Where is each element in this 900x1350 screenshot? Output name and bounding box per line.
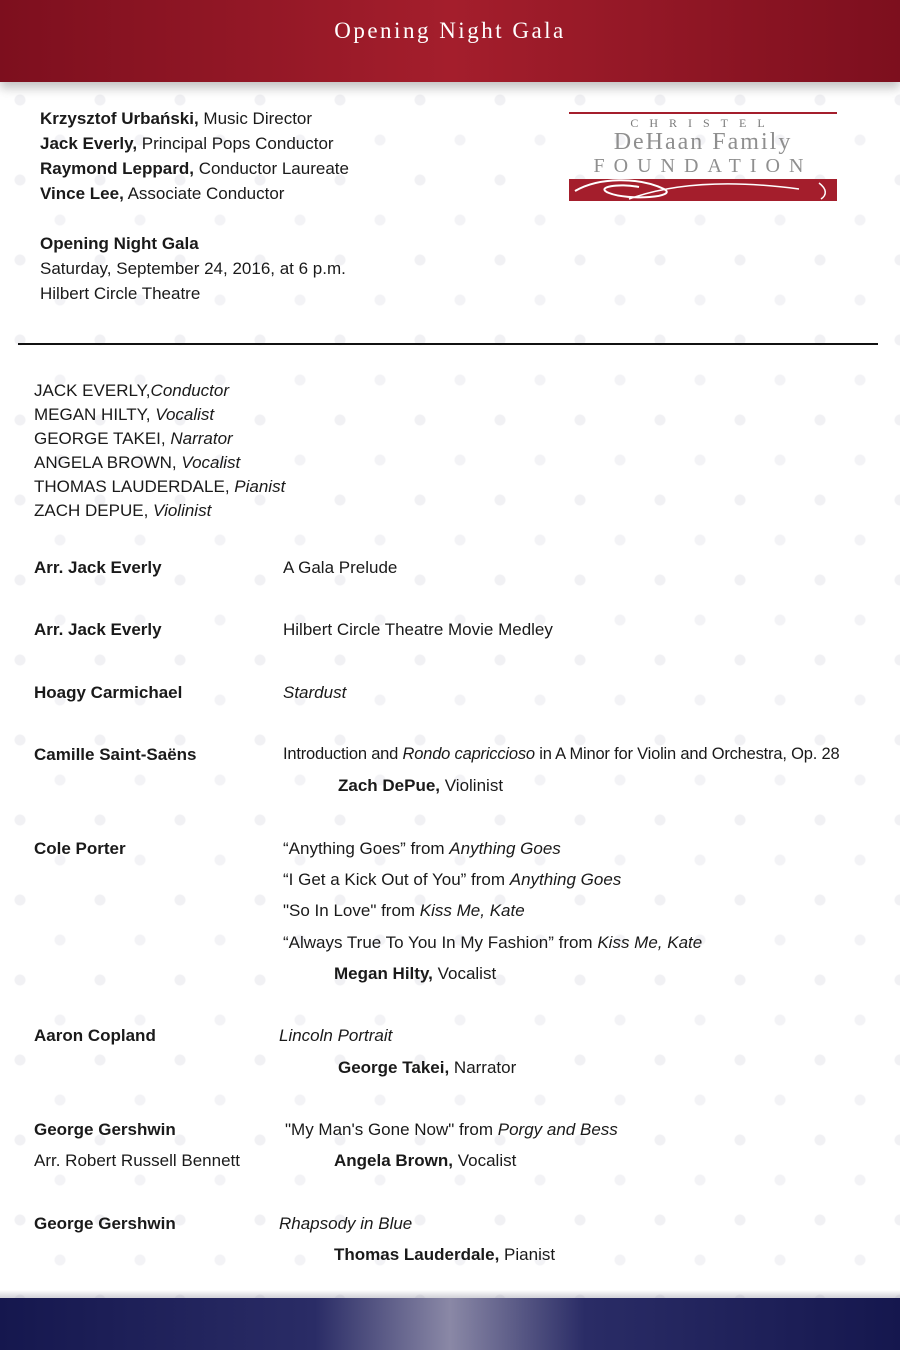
program-arranger: Arr. Robert Russell Bennett — [34, 1151, 240, 1170]
performer-item — [34, 427, 285, 451]
staff-list — [40, 106, 349, 206]
soloist-name: George Takei, — [338, 1058, 450, 1077]
performer-role: Violinist — [153, 501, 212, 520]
staff-item — [40, 106, 349, 131]
program-work — [285, 1117, 618, 1142]
performer-role: Narrator — [170, 429, 233, 448]
logo-line-3: FOUNDATION — [593, 155, 813, 177]
event-title: Opening Night Gala — [40, 234, 199, 253]
performer-list — [34, 379, 285, 523]
program-composer: Camille Saint-Saëns — [34, 745, 197, 764]
staff-item — [40, 131, 349, 156]
program-composer: Arr. Jack Everly — [34, 620, 162, 639]
program-work: Rhapsody in Blue — [279, 1214, 413, 1233]
performer-role: Pianist — [234, 477, 286, 496]
staff-role: Associate Conductor — [123, 184, 285, 203]
logo-swirl-graphic — [569, 179, 837, 201]
program-composer: George Gershwin — [34, 1120, 176, 1139]
program-soloist — [334, 1242, 555, 1267]
soloist-role: Pianist — [499, 1245, 556, 1264]
header-banner — [0, 0, 900, 82]
foundation-logo — [569, 112, 837, 202]
logo-rule-top — [569, 112, 837, 114]
program-work: Hilbert Circle Theatre Movie Medley — [283, 620, 553, 639]
performer-item — [34, 451, 285, 475]
soloist-role: Vocalist — [432, 964, 497, 983]
soloist-name: Angela Brown, — [334, 1151, 454, 1170]
program-work: Stardust — [283, 683, 347, 702]
program-composer: Hoagy Carmichael — [34, 683, 183, 702]
work-text: “I Get a Kick Out of You” from — [283, 870, 510, 889]
logo-line-1: CHRISTEL — [630, 116, 776, 130]
program-soloist — [338, 773, 503, 798]
soloist-role: Violinist — [440, 776, 504, 795]
staff-item — [40, 181, 349, 206]
performer-role: Vocalist — [181, 453, 241, 472]
performer-item — [34, 499, 285, 523]
work-title: Porgy and Bess — [497, 1120, 618, 1139]
soloist-name: Thomas Lauderdale, — [334, 1245, 500, 1264]
program-composer: George Gershwin — [34, 1214, 176, 1233]
program-work — [283, 742, 839, 767]
performer-item — [34, 475, 285, 499]
work-text: Introduction and — [283, 745, 403, 763]
section-divider — [18, 343, 878, 345]
staff-name: Krzysztof Urbański, — [40, 109, 199, 128]
soloist-name: Megan Hilty, — [334, 964, 433, 983]
staff-role: Conductor Laureate — [193, 159, 349, 178]
event-info — [40, 231, 346, 306]
work-title: Rondo capriccioso — [402, 745, 535, 763]
soloist-role: Narrator — [449, 1058, 517, 1077]
event-date: Saturday, September 24, 2016, at 6 p.m. — [40, 259, 346, 278]
work-text: "So In Love" from — [283, 901, 420, 920]
footer-banner — [0, 1298, 900, 1350]
work-text: "My Man's Gone Now" from — [285, 1120, 498, 1139]
work-title: Anything Goes — [509, 870, 622, 889]
program-work — [283, 867, 621, 892]
program-work: A Gala Prelude — [283, 558, 398, 577]
program-composer: Aaron Copland — [34, 1026, 156, 1045]
soloist-name: Zach DePue, — [338, 776, 441, 795]
performer-name: ANGELA BROWN, — [34, 453, 177, 472]
staff-name: Vince Lee, — [40, 184, 124, 203]
performer-role: Vocalist — [155, 405, 215, 424]
program-work — [283, 836, 561, 861]
performer-name: THOMAS LAUDERDALE, — [34, 477, 230, 496]
logo-line-2: DeHaan Family — [613, 129, 793, 155]
page-title: Opening Night Gala — [334, 18, 566, 43]
staff-item — [40, 156, 349, 181]
work-text: “Always True To You In My Fashion” from — [283, 933, 598, 952]
program-soloist — [334, 1148, 516, 1173]
swirl-icon — [569, 179, 837, 201]
work-text: in A Minor for Violin and Orchestra, Op. 28 — [534, 745, 840, 763]
work-title: Kiss Me, Kate — [419, 901, 525, 920]
performer-item — [34, 403, 285, 427]
program-soloist — [334, 961, 496, 986]
work-title: Kiss Me, Kate — [597, 933, 703, 952]
staff-role: Principal Pops Conductor — [137, 134, 334, 153]
staff-name: Jack Everly, — [40, 134, 138, 153]
program-work — [283, 930, 702, 955]
performer-role: Conductor — [150, 381, 229, 400]
performer-name: GEORGE TAKEI, — [34, 429, 166, 448]
staff-name: Raymond Leppard, — [40, 159, 194, 178]
performer-name: JACK EVERLY, — [34, 381, 151, 400]
staff-role: Music Director — [198, 109, 313, 128]
soloist-role: Vocalist — [453, 1151, 517, 1170]
program-work — [283, 898, 525, 923]
performer-name: ZACH DEPUE, — [34, 501, 149, 520]
work-text: “Anything Goes” from — [283, 839, 450, 858]
performer-item — [34, 379, 285, 403]
program-soloist — [338, 1055, 516, 1080]
program-composer: Arr. Jack Everly — [34, 558, 162, 577]
event-venue: Hilbert Circle Theatre — [40, 284, 201, 303]
performer-name: MEGAN HILTY, — [34, 405, 151, 424]
program-composer: Cole Porter — [34, 839, 126, 858]
work-title: Anything Goes — [449, 839, 561, 858]
program-work: Lincoln Portrait — [279, 1026, 393, 1045]
